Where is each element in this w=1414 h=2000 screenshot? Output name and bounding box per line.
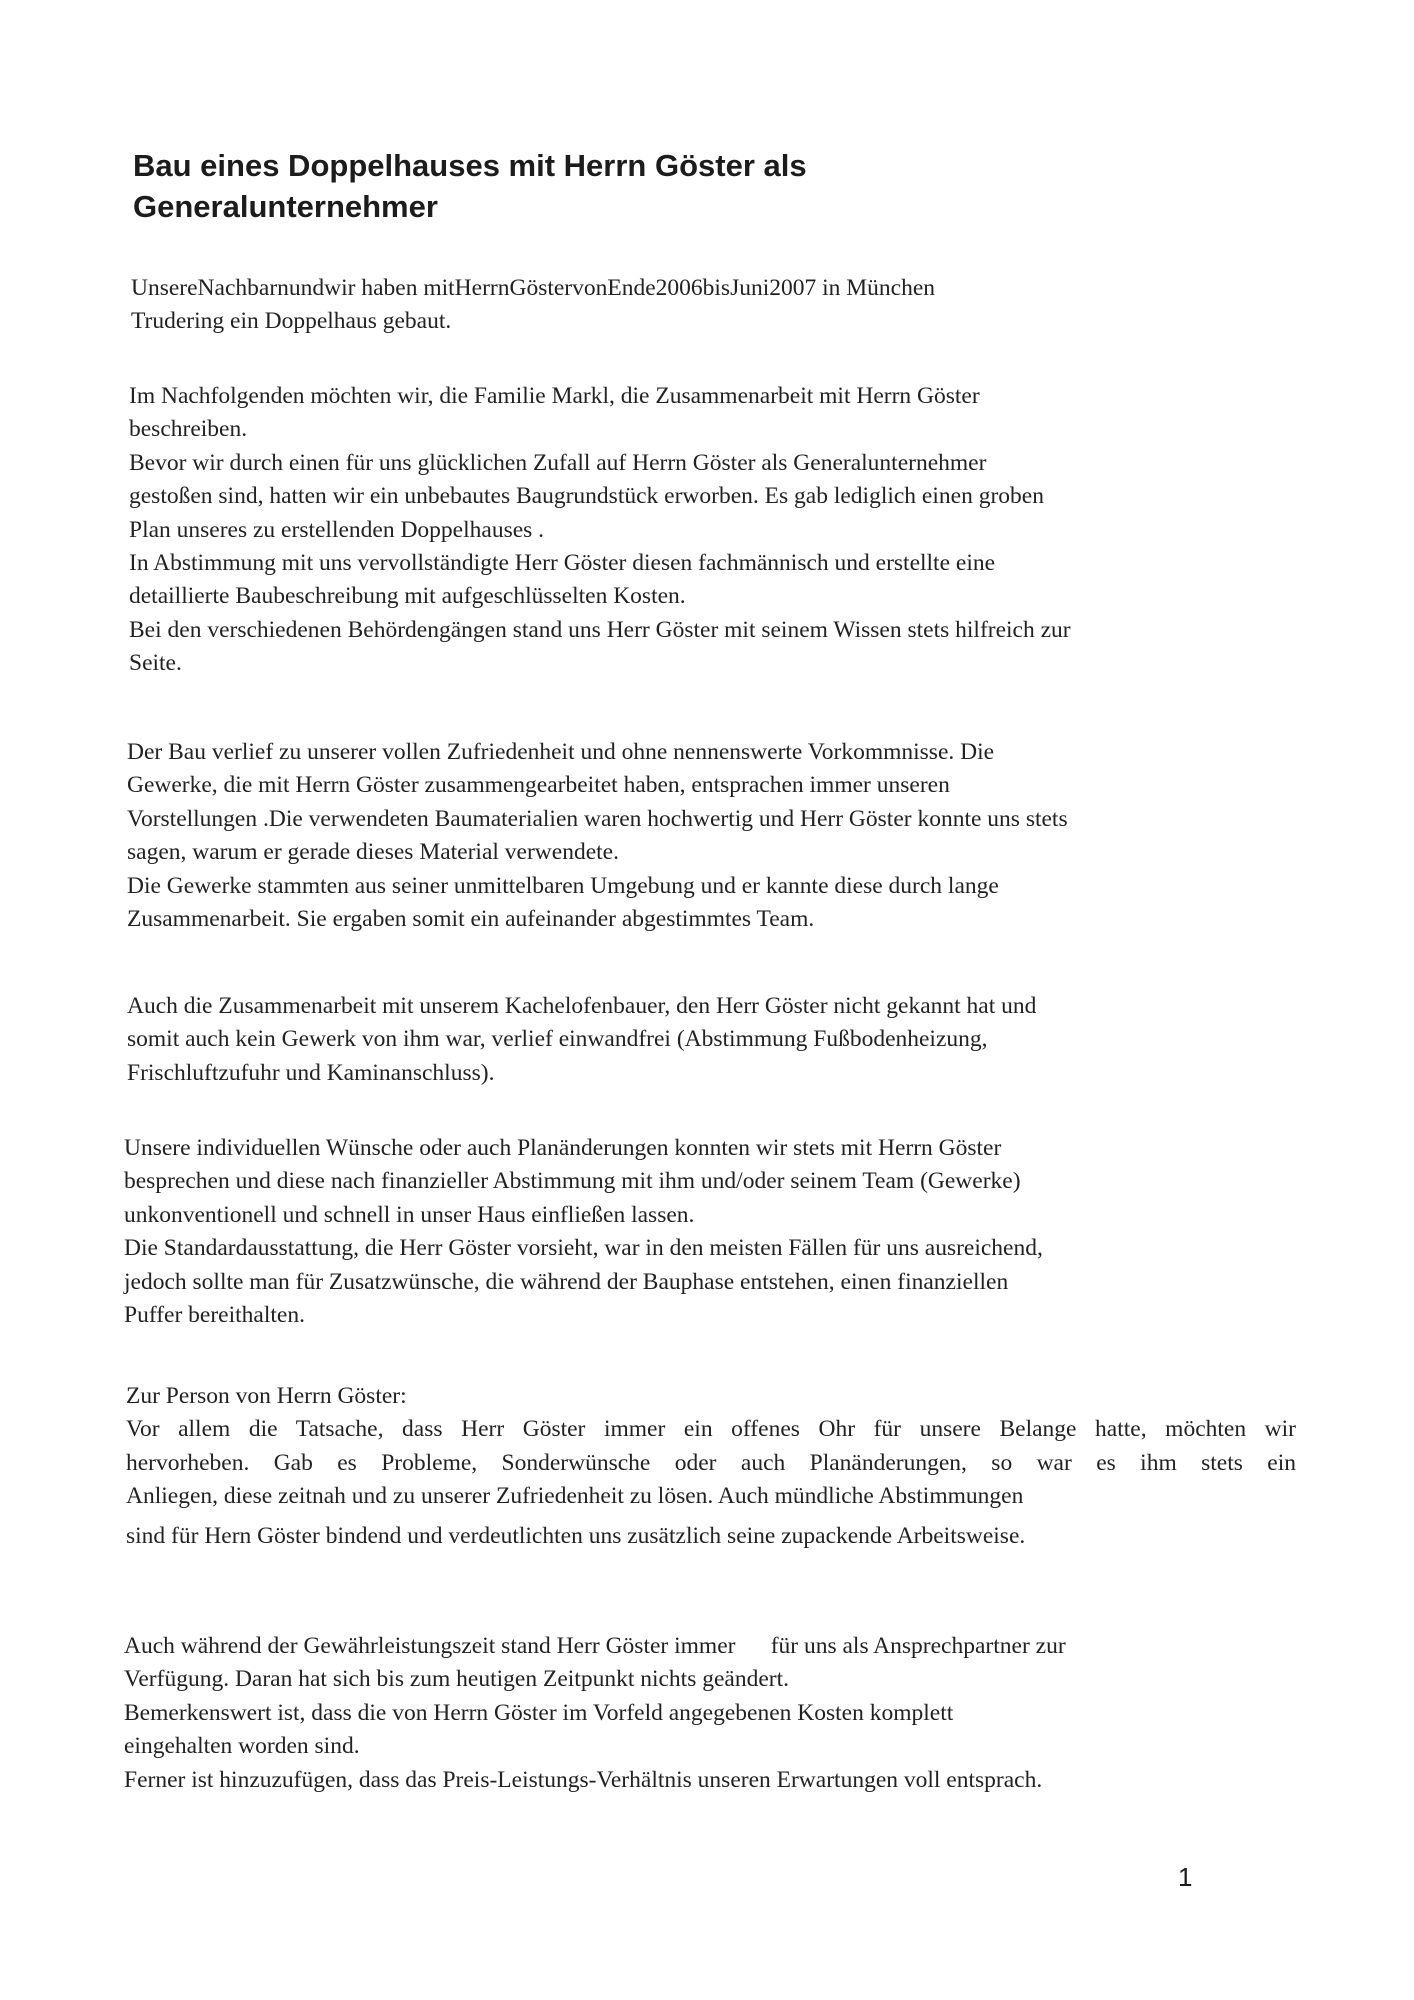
title-line: Generalunternehmer [133,189,438,224]
text-line: In Abstimmung mit uns vervollständigte Herr Göster diesen fachmännisch und erstellte eine [129,550,996,577]
text-line: Plan unseres zu erstellenden Doppelhauses . [129,516,545,543]
text-line: Bevor wir durch einen für uns glücklichen Zufall auf Herrn Göster als Generalunternehmer [129,449,987,476]
text-line: unkonventionell und schnell in unser Haus einfließen lassen. [124,1201,695,1228]
text-line: UnsereNachbarnundwir haben mitHerrnGöstervonEnde2006bisJuni2007 in München [131,275,936,301]
text-line: Bemerkenswert ist, dass die von Herrn Göster im Vorfeld angegebenen Kosten komplett [124,1699,954,1726]
text-line: Seite. [129,650,182,677]
paragraph-warranty [124,1630,1066,1797]
paragraph-background [129,380,1071,681]
paragraph-construction [127,736,1068,936]
text-line: Trudering ein Doppelhaus gebaut. [131,308,452,335]
text-line: hervorheben. Gab es Probleme, Sonderwünsche oder auch Planänderungen, so war es ihm stets ein [126,1449,1296,1476]
text-line: sagen, warum er gerade dieses Material verwendete. [127,839,619,866]
text-line: detaillierte Baubeschreibung mit aufgeschlüsselten Kosten. [129,583,686,610]
text-line: Anliegen, diese zeitnah und zu unserer Zufriedenheit zu lösen. Auch mündliche Abstimmungen [126,1483,1024,1510]
text-line: Ferner ist hinzuzufügen, dass das Preis-Leistungs-Verhältnis unseren Erwartungen voll entsprach. [124,1766,1043,1793]
title-line: Bau eines Doppelhauses mit Herrn Göster als [133,148,807,183]
text-line: Bei den verschiedenen Behördengängen stand uns Herr Göster mit seinem Wissen stets hilfreich zur [129,616,1071,643]
document-title [133,145,1283,227]
text-line: Vor allem die Tatsache, dass Herr Göster immer ein offenes Ohr für unsere Belange hatte, möchten wir [126,1416,1296,1443]
text-line: Der Bau verlief zu unserer vollen Zufriedenheit und ohne nennenswerte Vorkommnisse. Die [127,739,995,765]
text-line: Unsere individuellen Wünsche oder auch Planänderungen konnten wir stets mit Herrn Göster [124,1135,1002,1161]
paragraph-person [126,1380,1296,1553]
text-line: Verfügung. Daran hat sich bis zum heutigen Zeitpunkt nichts geändert. [124,1666,789,1693]
text-line: sind für Hern Göster bindend und verdeutlichten uns zusätzlich seine zupackende Arbeitsweise. [126,1522,1026,1549]
paragraph-wishes [124,1132,1043,1332]
text-line: Zur Person von Herrn Göster: [126,1383,407,1409]
text-line: Die Gewerke stammten aus seiner unmittelbaren Umgebung und er kannte diese durch lange [127,872,999,899]
text-line: eingehalten worden sind. [124,1733,360,1760]
text-line: Die Standardausstattung, die Herr Göster vorsieht, war in den meisten Fällen für uns ausreichend, [124,1235,1043,1262]
text-line: Auch während der Gewährleistungszeit stand Herr Göster immer für uns als Ansprechpartner zur [124,1633,1066,1659]
text-line: beschreiben. [129,416,248,443]
text-line: Auch die Zusammenarbeit mit unserem Kachelofenbauer, den Herr Göster nicht gekannt hat und [127,993,1037,1019]
text-line: Gewerke, die mit Herrn Göster zusammengearbeitet haben, entsprachen immer unseren [127,772,950,799]
text-line: besprechen und diese nach finanzieller Abstimmung mit ihm und/oder seinem Team (Gewerke) [124,1168,1021,1195]
text-line: somit auch kein Gewerk von ihm war, verlief einwandfrei (Abstimmung Fußbodenheizung, [127,1026,988,1053]
text-line: Puffer bereithalten. [124,1302,305,1329]
paragraph-kachelofen [127,990,1036,1090]
text-line: Im Nachfolgenden möchten wir, die Familie Markl, die Zusammenarbeit mit Herrn Göster [129,383,980,409]
text-line: gestoßen sind, hatten wir ein unbebautes Baugrundstück erworben. Es gab lediglich einen groben [129,483,1044,510]
page-number: 1 [1178,1862,1193,1892]
text-line: Zusammenarbeit. Sie ergaben somit ein aufeinander abgestimmtes Team. [127,906,815,933]
text-line: jedoch sollte man für Zusatzwünsche, die während der Bauphase entstehen, einen finanziellen [124,1268,1009,1295]
text-line: Vorstellungen .Die verwendeten Baumaterialien waren hochwertig und Herr Göster konnte uns stets [127,805,1068,832]
paragraph-intro [131,272,935,339]
text-line: Frischluftzufuhr und Kaminanschluss). [127,1059,495,1086]
